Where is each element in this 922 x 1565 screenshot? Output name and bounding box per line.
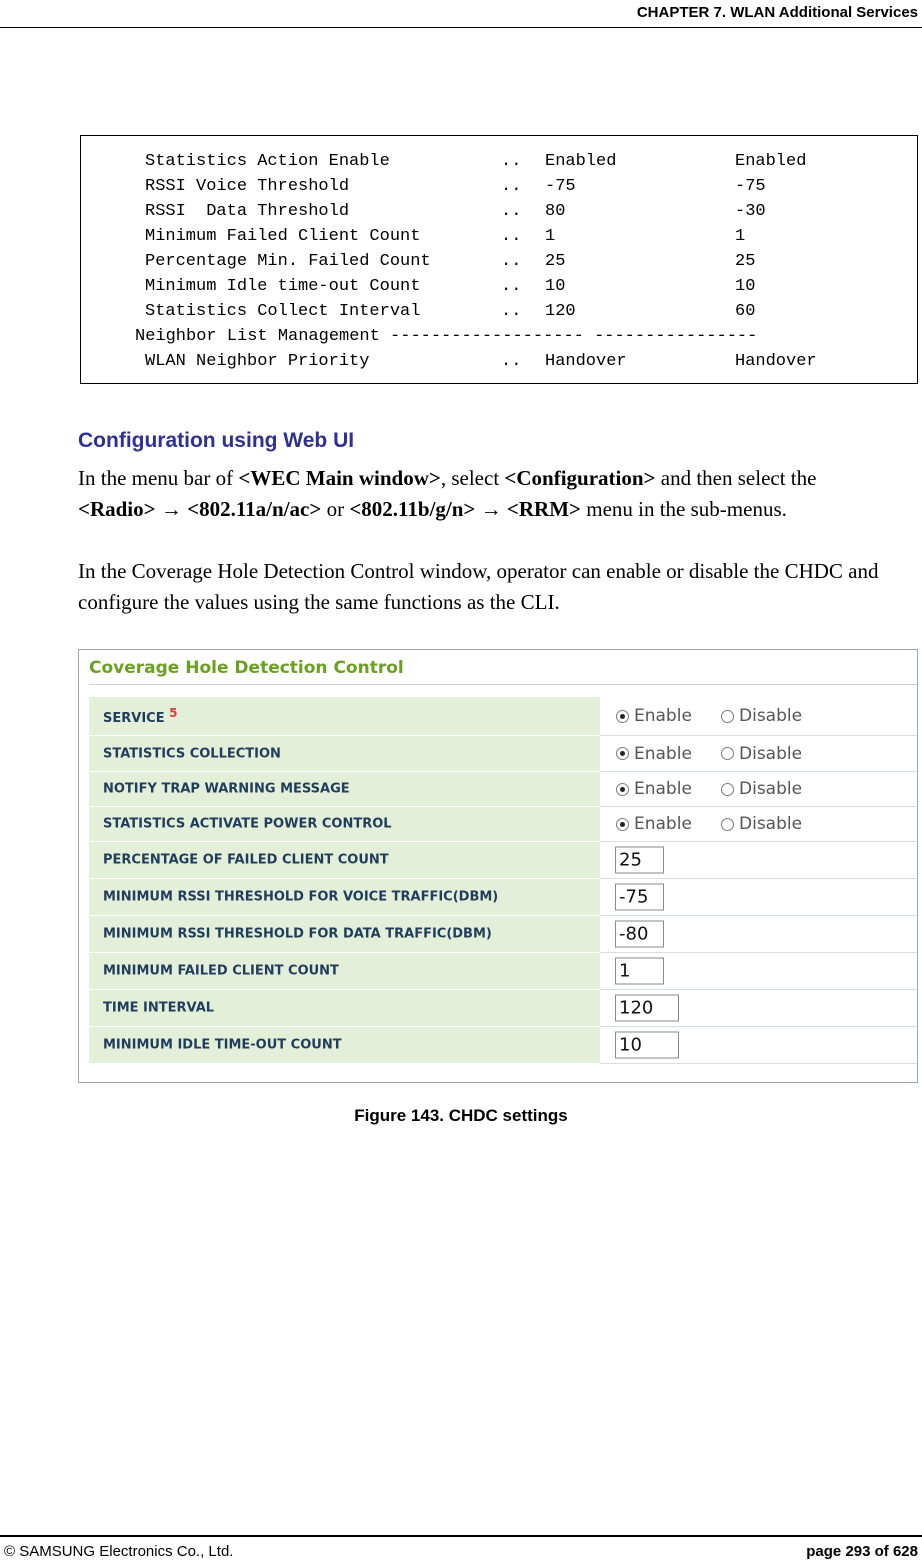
row-label-cell (89, 916, 600, 953)
copyright: © SAMSUNG Electronics Co., Ltd. (4, 1543, 234, 1560)
radio-label: Enable (634, 706, 692, 726)
voice-rssi-input[interactable]: -75 (615, 884, 664, 911)
radio-selected-icon (616, 783, 629, 796)
cli-label: Statistics Action Enable (145, 152, 390, 171)
chdc-settings-screenshot (78, 649, 918, 1083)
row-control-cell (600, 772, 917, 807)
cli-value-2: 60 (735, 302, 756, 321)
cli-label: Minimum Idle time-out Count (145, 277, 421, 296)
cli-line (145, 174, 766, 199)
arrow-icon: → (475, 497, 507, 521)
cli-label: RSSI Data Threshold (145, 202, 350, 221)
cli-dots: .. (501, 152, 522, 171)
cli-output-box (80, 135, 918, 384)
cli-line (145, 199, 766, 224)
cli-value-1: 80 (545, 202, 566, 221)
enable-radio[interactable] (616, 706, 692, 726)
cli-value-1: Handover (545, 352, 627, 371)
statistics-collection-row (89, 736, 917, 772)
cli-value-2: 10 (735, 277, 756, 296)
cli-label: WLAN Neighbor Priority (145, 352, 370, 371)
cli-value-1: Enabled (545, 152, 617, 171)
row-control-cell (600, 953, 917, 990)
row-label-cell (89, 736, 600, 772)
disable-radio[interactable] (721, 779, 802, 799)
min-idle-timeout-input[interactable]: 10 (615, 1032, 679, 1059)
radio-selected-icon (616, 818, 629, 831)
panel-divider (89, 684, 917, 685)
row-control-cell (600, 879, 917, 916)
footnote-marker: 5 (169, 705, 178, 720)
failed-client-percentage-row (89, 842, 917, 879)
cli-line (145, 149, 807, 174)
radio-label: Enable (634, 814, 692, 834)
radio-unselected-icon (721, 747, 734, 760)
data-rssi-row (89, 916, 917, 953)
cli-neighbor-line: Neighbor List Management ------------------- ---------------- (135, 327, 758, 346)
disable-radio[interactable] (721, 706, 802, 726)
row-label-cell (89, 953, 600, 990)
cli-dots: .. (501, 302, 522, 321)
radio-label: Disable (739, 779, 803, 799)
cli-dots: .. (501, 227, 522, 246)
row-label-cell (89, 879, 600, 916)
radio-selected-icon (616, 710, 629, 723)
enable-radio[interactable] (616, 814, 692, 834)
service-label: SERVICE (103, 711, 165, 727)
cli-dots: .. (501, 277, 522, 296)
menu-term: <RRM> (506, 497, 581, 521)
min-idle-timeout-row (89, 1027, 917, 1064)
menu-term: <802.11a/n/ac> (187, 497, 322, 521)
header-divider (0, 27, 922, 28)
row-control-cell (600, 990, 917, 1027)
page-number: page 293 of 628 (806, 1543, 918, 1560)
percentage-input[interactable]: 25 (615, 847, 664, 874)
menu-term: <WEC Main window> (238, 466, 441, 490)
radio-unselected-icon (721, 783, 734, 796)
cli-line (145, 349, 817, 374)
panel-title: Coverage Hole Detection Control (89, 658, 404, 678)
row-label-cell (89, 807, 600, 842)
service-row (89, 697, 917, 736)
row-label: MINIMUM IDLE TIME-OUT COUNT (103, 1037, 342, 1053)
radio-label: Disable (739, 743, 803, 764)
radio-selected-icon (616, 747, 629, 760)
time-interval-row (89, 990, 917, 1027)
cli-label: Statistics Collect Interval (145, 302, 421, 321)
row-label: PERCENTAGE OF FAILED CLIENT COUNT (103, 852, 389, 868)
cli-dots: .. (501, 202, 522, 221)
row-label-cell (89, 842, 600, 879)
row-label-cell (89, 990, 600, 1027)
time-interval-input[interactable]: 120 (615, 995, 679, 1022)
row-label: STATISTICS ACTIVATE POWER CONTROL (103, 816, 392, 832)
cli-value-1: 1 (545, 227, 556, 246)
cli-dots: .. (501, 177, 522, 196)
description-paragraph: In the Coverage Hole Detection Control window, operator can enable or disable the CHDC and configure the values using the same functions as the CLI. (78, 559, 879, 614)
notify-trap-row (89, 772, 917, 807)
enable-radio[interactable] (616, 744, 692, 764)
row-label: MINIMUM RSSI THRESHOLD FOR VOICE TRAFFIC(DBM) (103, 889, 499, 905)
disable-radio[interactable] (721, 744, 802, 764)
cli-value-1: 120 (545, 302, 576, 321)
row-label: MINIMUM FAILED CLIENT COUNT (103, 963, 339, 979)
section-heading: Configuration using Web UI (78, 429, 355, 452)
cli-value-1: 25 (545, 252, 566, 271)
row-label (103, 706, 177, 726)
row-label: STATISTICS COLLECTION (103, 746, 281, 761)
radio-label: Enable (634, 743, 692, 764)
text: or (321, 497, 350, 521)
cli-line (145, 299, 756, 324)
row-label-cell (89, 697, 600, 736)
chapter-title: CHAPTER 7. WLAN Additional Services (636, 4, 918, 21)
cli-label: RSSI Voice Threshold (145, 177, 350, 196)
row-control-cell (600, 697, 917, 736)
radio-label: Disable (739, 814, 803, 834)
radio-label: Disable (739, 706, 803, 726)
menu-term: <Configuration> (504, 466, 656, 490)
text: and then select the (655, 466, 817, 490)
row-control-cell (600, 807, 917, 842)
radio-unselected-icon (721, 818, 734, 831)
cli-value-1: 10 (545, 277, 566, 296)
cli-value-2: 1 (735, 227, 746, 246)
cli-value-2: 25 (735, 252, 756, 271)
row-label-cell (89, 772, 600, 807)
row-control-cell (600, 736, 917, 772)
row-control-cell (600, 1027, 917, 1064)
disable-radio[interactable] (721, 814, 802, 834)
cli-value-1: -75 (545, 177, 576, 196)
cli-value-2: -30 (735, 202, 766, 221)
row-label: MINIMUM RSSI THRESHOLD FOR DATA TRAFFIC(DBM) (103, 926, 492, 942)
cli-value-2: Handover (735, 352, 817, 371)
cli-dots: .. (501, 252, 522, 271)
cli-value-2: -75 (735, 177, 766, 196)
min-failed-client-input[interactable]: 1 (615, 958, 664, 985)
power-control-row (89, 807, 917, 842)
text: menu in the sub-menus. (580, 497, 787, 521)
cli-line (145, 224, 746, 249)
row-control-cell (600, 842, 917, 879)
radio-label: Enable (634, 779, 692, 799)
cli-line (145, 274, 756, 299)
cli-value-2: Enabled (735, 152, 807, 171)
footer-divider (0, 1535, 922, 1537)
row-label: TIME INTERVAL (103, 1000, 215, 1016)
menu-term: <Radio> (78, 497, 156, 521)
text: In the menu bar of (78, 466, 239, 490)
enable-radio[interactable] (616, 779, 692, 799)
data-rssi-input[interactable]: -80 (615, 921, 664, 948)
figure-caption: Figure 143. CHDC settings (354, 1106, 568, 1125)
row-label: NOTIFY TRAP WARNING MESSAGE (103, 781, 350, 797)
radio-unselected-icon (721, 710, 734, 723)
min-failed-client-row (89, 953, 917, 990)
cli-line (145, 249, 756, 274)
cli-label: Percentage Min. Failed Count (145, 252, 431, 271)
voice-rssi-row (89, 879, 917, 916)
menu-path-paragraph (78, 463, 916, 525)
row-control-cell (600, 916, 917, 953)
cli-dots: .. (501, 352, 522, 371)
text: , select (440, 466, 505, 490)
menu-term: <802.11b/g/n> (349, 497, 476, 521)
arrow-icon: → (155, 497, 188, 521)
cli-label: Minimum Failed Client Count (145, 227, 421, 246)
row-label-cell (89, 1027, 600, 1064)
